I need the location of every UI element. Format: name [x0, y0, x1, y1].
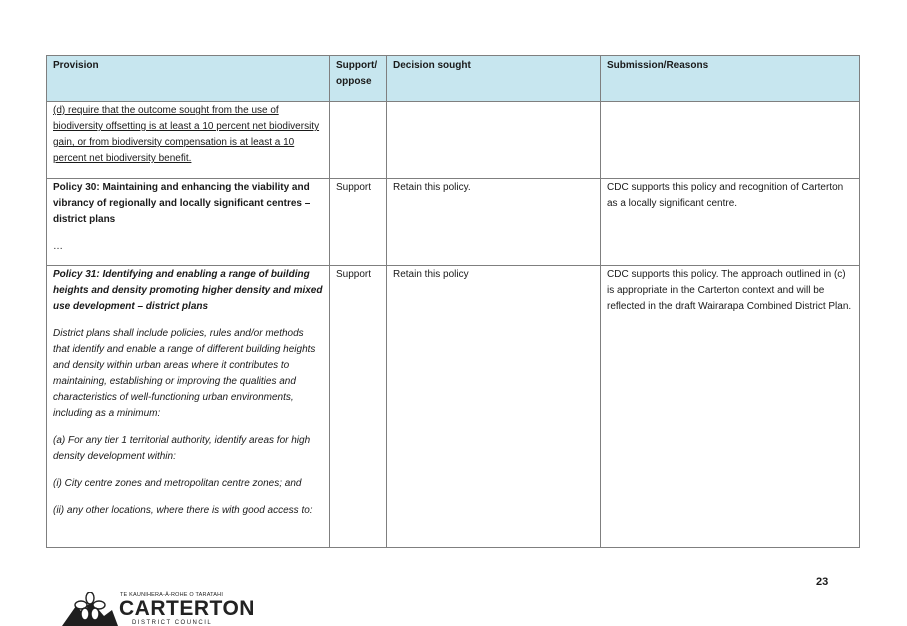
header-support-oppose: Support/ oppose — [330, 56, 387, 102]
table-row — [47, 266, 860, 548]
reasons-cell: CDC supports this policy. The approach outlined in (c) is appropriate in the Carterton context and will be reflected in the draft Wairarapa Combined District Plan. — [601, 266, 860, 548]
policy-31-body: District plans shall include policies, rules and/or methods that identify and enable a range of different building heights and density within urban areas where it contributes to maintaining, establishing or improving the qualities and characteristics of well-functioning urban environments, including as a minimum: — [53, 328, 316, 419]
policy-31-clause-a: (a) For any tier 1 territorial authority, identify areas for high density development within: — [53, 435, 311, 462]
header-provision: Provision — [47, 56, 330, 102]
support-cell: Support — [330, 266, 387, 548]
clematis-flower-mountain-icon — [62, 592, 118, 626]
submission-table — [46, 55, 860, 548]
provision-clause-d: (d) require that the outcome sought from the use of biodiversity offsetting is at least a 10 percent net biodiversity gain, or from biodiversity compensation is at least a 10 percent net biodiversity benefit. — [53, 105, 320, 164]
policy-31-clause-i: (i) City centre zones and metropolitan centre zones; and — [53, 478, 302, 489]
table-row — [47, 102, 860, 179]
logo-subtitle: DISTRICT COUNCIL — [132, 620, 213, 626]
policy-30-title: Policy 30: Maintaining and enhancing the viability and vibrancy of regionally and locally significant centres – district plans — [53, 182, 311, 225]
reasons-cell: CDC supports this policy and recognition of Carterton as a locally significant centre. — [601, 179, 860, 266]
provision-cell — [47, 179, 330, 266]
table-header-row — [47, 56, 860, 102]
decision-cell — [387, 102, 601, 179]
provision-cell — [47, 102, 330, 179]
logo-tagline: TE KAUNIHERA-Ā-ROHE O TARATAHI — [120, 592, 224, 598]
logo-name: CARTERTON — [119, 597, 255, 620]
page-number: 23 — [816, 576, 829, 588]
ellipsis-text: … — [53, 241, 63, 252]
support-cell — [330, 102, 387, 179]
policy-31-title: Policy 31: Identifying and enabling a range of building heights and density promoting higher density and mixed use development – district plans — [53, 269, 323, 312]
council-logo — [62, 592, 255, 626]
table-row — [47, 179, 860, 266]
reasons-cell — [601, 102, 860, 179]
support-cell: Support — [330, 179, 387, 266]
policy-31-clause-ii: (ii) any other locations, where there is with good access to: — [53, 505, 313, 516]
decision-cell: Retain this policy. — [387, 179, 601, 266]
header-submission-reasons: Submission/Reasons — [601, 56, 860, 102]
header-decision-sought: Decision sought — [387, 56, 601, 102]
provision-cell — [47, 266, 330, 548]
decision-cell: Retain this policy — [387, 266, 601, 548]
